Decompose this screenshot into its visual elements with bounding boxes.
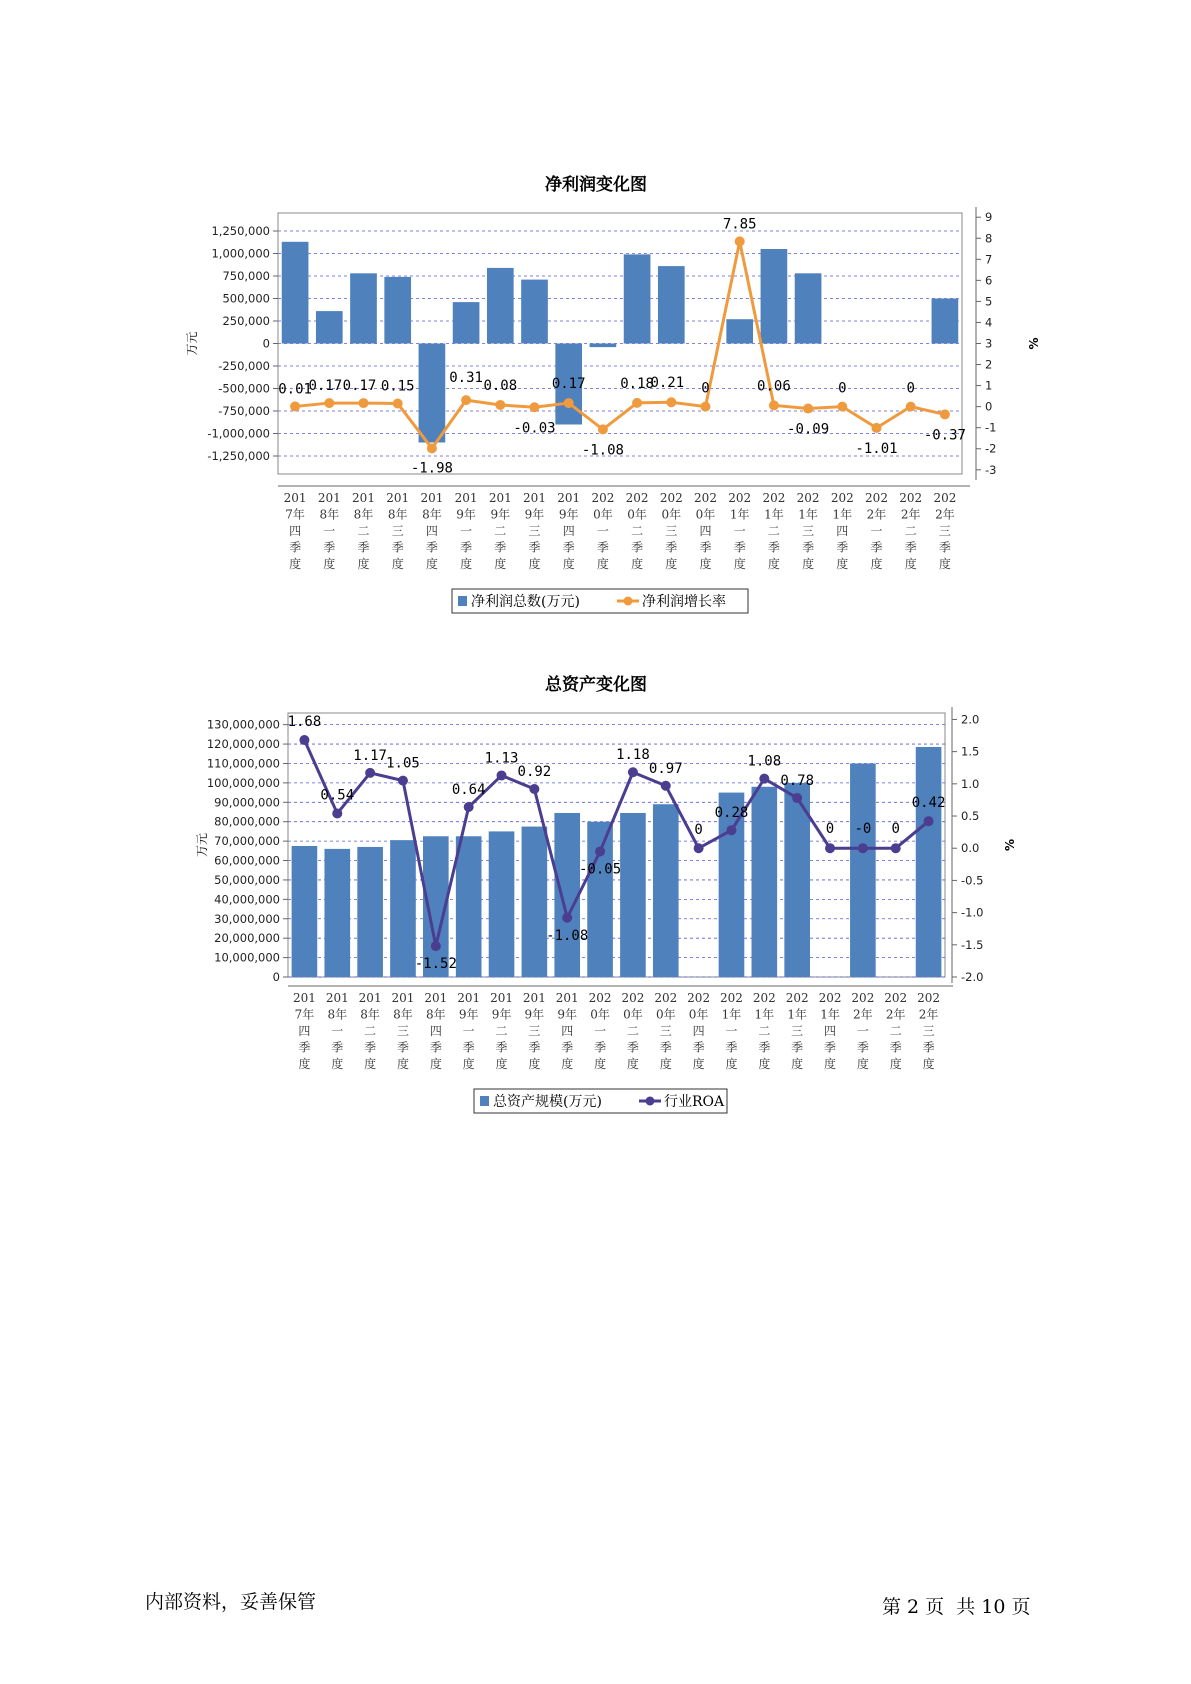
c1-x-tick-label: 202 1年三季度 (796, 491, 820, 571)
c2-left-tick-label: 10,000,000 (214, 950, 280, 965)
c2-legend-bar-label: 总资产规模(万元) (493, 1094, 602, 1110)
c2-line-point (924, 816, 934, 826)
c1-left-tick-label: 1,000,000 (211, 246, 270, 261)
c2-line-point (858, 843, 868, 853)
c2-legend-line-marker (646, 1097, 655, 1106)
c1-bar (419, 344, 446, 443)
c1-data-label: -0.03 (513, 420, 556, 437)
c2-right-tick-label: 2.0 (961, 712, 980, 727)
c1-data-label: 0.06 (757, 378, 791, 395)
c1-legend-line-label: 净利润增长率 (642, 594, 726, 610)
c1-right-tick-label: 1 (985, 378, 993, 393)
c2-right-tick-label: 1.0 (961, 776, 980, 791)
footer-page-number: 第 2 页 共 10 页 (882, 1596, 1031, 1618)
c1-bar (316, 311, 343, 343)
c2-line-point (398, 776, 408, 786)
c1-x-tick-label: 201 8年一季度 (317, 491, 341, 571)
c2-line-point (661, 781, 671, 791)
c2-x-tick-label: 202 2年一季度 (851, 991, 875, 1071)
c1-bar (282, 242, 309, 344)
c1-line-point (837, 402, 847, 412)
c2-line-point (365, 768, 375, 778)
c2-x-tick-label: 201 8年四季度 (424, 991, 448, 1071)
c2-line-point (628, 767, 638, 777)
c1-bar (384, 277, 411, 344)
c2-line-point (825, 843, 835, 853)
footer-confidential: 内部资料，妥善保管 (145, 1591, 317, 1613)
c2-right-tick-label: -0.5 (961, 873, 984, 888)
c1-x-tick-label: 201 9年三季度 (523, 491, 546, 571)
c1-data-label: 0.17 (551, 376, 586, 393)
c1-legend-bar-label: 净利润总数(万元) (471, 594, 580, 610)
c2-bar (489, 831, 515, 977)
c2-data-label: -0 (854, 821, 872, 838)
c1-line-point (427, 443, 437, 453)
c1-line-point (632, 398, 642, 408)
c1-bar (658, 266, 685, 343)
c1-line-point (666, 397, 676, 407)
c2-left-tick-label: 130,000,000 (206, 717, 280, 732)
c1-right-tick-label: -1 (985, 420, 997, 435)
c2-x-tick-label: 201 9年一季度 (457, 991, 481, 1071)
c2-left-axis-label: 万元 (195, 832, 209, 858)
c2-x-tick-label: 201 9年四季度 (555, 991, 579, 1071)
chart2-title: 总资产变化图 (545, 675, 647, 695)
c2-x-tick-label: 202 1年四季度 (818, 991, 842, 1071)
c1-right-axis-label: % (1027, 337, 1041, 350)
c1-left-tick-label: -1,250,000 (207, 449, 270, 463)
c2-bar (324, 849, 350, 977)
c1-left-tick-label: -500,000 (218, 381, 270, 396)
c2-line-point (431, 941, 441, 951)
c1-x-tick-label: 202 0年三季度 (659, 491, 683, 571)
c1-bar (761, 249, 788, 344)
c1-left-tick-label: -750,000 (218, 404, 270, 418)
c2-bar (752, 787, 778, 977)
c1-right-tick-label: 2 (985, 357, 993, 372)
c2-left-tick-label: 100,000,000 (206, 775, 280, 790)
c1-line-point (598, 424, 608, 434)
c1-x-tick-label: 202 2年一季度 (865, 491, 888, 571)
c2-line-point (562, 913, 572, 923)
c2-legend-bar-swatch (480, 1096, 489, 1106)
c1-left-axis-label: 万元 (185, 331, 199, 356)
c1-line-point (359, 398, 369, 408)
c2-bar (522, 827, 548, 977)
c2-line-point (332, 808, 342, 818)
c1-data-label: -1.98 (410, 460, 453, 477)
c2-bar (357, 847, 383, 977)
c1-right-tick-label: 7 (985, 252, 993, 267)
c1-line-point (735, 236, 745, 246)
c2-x-tick-label: 201 8年二季度 (358, 991, 382, 1071)
c1-line-point (393, 398, 403, 408)
c1-bar (590, 344, 617, 348)
chart1-title: 净利润变化图 (545, 175, 647, 195)
c1-data-label: 0.17 (342, 378, 377, 395)
c2-line-point (595, 846, 605, 856)
c2-data-label: 0 (694, 822, 703, 839)
c1-data-label: 7.85 (722, 216, 757, 233)
c2-line-point (694, 843, 704, 853)
c1-line-point (290, 401, 300, 411)
c1-line-point (769, 400, 779, 410)
c2-x-tick-label: 202 2年三季度 (917, 991, 941, 1071)
c1-bar (726, 319, 753, 343)
c1-x-tick-label: 202 1年四季度 (830, 491, 854, 571)
c2-right-tick-label: -1.0 (961, 905, 984, 920)
c2-x-tick-label: 201 7年四季度 (292, 991, 316, 1071)
c1-bar (350, 273, 377, 343)
c2-data-label: -1.08 (546, 927, 589, 944)
c1-line-point (872, 423, 882, 433)
c2-data-label: -0.05 (578, 861, 622, 878)
c1-left-tick-label: 250,000 (222, 314, 270, 328)
c1-data-label: 0.17 (308, 378, 343, 395)
c2-x-tick-label: 201 8年三季度 (391, 991, 415, 1071)
c1-right-tick-label: 3 (985, 336, 993, 351)
c2-x-tick-label: 202 0年一季度 (588, 991, 612, 1071)
c1-data-label: 0 (838, 380, 847, 397)
c1-data-label: -1.01 (855, 440, 898, 457)
c2-left-tick-label: 80,000,000 (214, 814, 280, 829)
c1-x-tick-label: 202 0年二季度 (625, 491, 649, 571)
c2-bar (456, 836, 482, 977)
c1-data-label: 0.08 (483, 377, 518, 394)
c2-left-tick-label: 50,000,000 (214, 872, 280, 887)
c1-right-tick-label: 8 (985, 231, 993, 246)
c1-right-tick-label: 0 (985, 399, 993, 414)
c2-right-tick-label: 1.5 (961, 744, 980, 759)
c2-line-point (759, 774, 769, 784)
c1-right-tick-label: 6 (985, 273, 993, 288)
c2-data-label: 0.28 (714, 805, 749, 822)
c2-line-point (464, 802, 474, 812)
c2-x-tick-label: 202 1年三季度 (785, 991, 809, 1071)
c2-left-tick-label: 0 (272, 970, 280, 984)
c1-data-label: 0.15 (380, 378, 415, 395)
c2-right-axis-label: % (1003, 838, 1017, 852)
c2-data-label: 0.42 (911, 795, 946, 812)
c2-line-point (891, 843, 901, 853)
c2-x-tick-label: 202 1年一季度 (720, 991, 743, 1071)
c1-line-point (906, 402, 916, 412)
c2-bar (292, 846, 318, 977)
c2-data-label: 1.18 (616, 747, 650, 764)
c1-left-tick-label: 1,250,000 (211, 224, 270, 238)
c2-left-tick-label: 120,000,000 (206, 737, 280, 752)
c1-bar (521, 280, 548, 344)
c2-data-label: 1.17 (353, 747, 387, 764)
c1-line-point (530, 402, 540, 412)
c1-left-tick-label: 500,000 (222, 291, 270, 306)
c2-x-tick-label: 201 9年二季度 (490, 991, 513, 1071)
c2-data-label: 0 (891, 821, 900, 838)
c2-left-tick-label: 20,000,000 (214, 931, 280, 946)
c2-data-label: 1.13 (484, 750, 519, 767)
c2-x-tick-label: 202 0年四季度 (687, 991, 711, 1071)
c2-x-tick-label: 202 1年二季度 (752, 991, 776, 1071)
c1-data-label: -1.08 (581, 442, 624, 459)
c1-bar (624, 254, 651, 343)
c1-line-point (461, 395, 471, 405)
c1-left-tick-label: 0 (262, 336, 270, 351)
c1-right-tick-label: 5 (985, 294, 993, 309)
c2-x-tick-label: 201 9年三季度 (522, 991, 546, 1071)
c2-left-tick-label: 90,000,000 (214, 795, 280, 810)
c1-x-tick-label: 202 0年一季度 (591, 491, 615, 571)
c1-bar (487, 268, 514, 344)
c1-left-tick-label: -250,000 (218, 359, 270, 373)
c2-x-tick-label: 202 2年二季度 (884, 991, 908, 1071)
c1-left-tick-label: -1,000,000 (207, 426, 270, 441)
c1-bar (795, 273, 822, 343)
chart-total-assets (0, 600, 1191, 1220)
c2-legend-line-label: 行业ROA (664, 1094, 725, 1110)
c2-data-label: 1.05 (386, 755, 420, 772)
c2-data-label: -1.52 (414, 956, 457, 973)
c2-line-point (792, 793, 802, 803)
c2-right-tick-label: -1.5 (961, 937, 984, 952)
c1-x-tick-label: 201 9年一季度 (454, 491, 478, 571)
c1-line-point (324, 398, 334, 408)
c1-x-tick-label: 202 2年二季度 (899, 491, 923, 571)
c1-x-tick-label: 202 1年二季度 (762, 491, 786, 571)
c1-line-point (495, 400, 505, 410)
c1-right-tick-label: 4 (985, 315, 993, 330)
c1-x-tick-label: 202 1年一季度 (728, 491, 752, 571)
c1-line-point (701, 402, 711, 412)
c2-bar (916, 747, 942, 977)
c2-bar (850, 763, 876, 977)
c1-data-label: 0.21 (650, 375, 685, 392)
c2-left-tick-label: 30,000,000 (214, 911, 280, 926)
c2-data-label: 0 (825, 821, 835, 838)
c1-data-label: -0.09 (787, 421, 830, 438)
c2-data-label: 1.08 (747, 753, 782, 770)
c2-bar (587, 822, 613, 977)
c1-x-tick-label: 201 8年三季度 (386, 491, 410, 571)
c2-left-tick-label: 70,000,000 (214, 834, 280, 849)
c1-x-tick-label: 201 7年四季度 (283, 491, 307, 571)
c2-data-label: 0.64 (451, 782, 486, 799)
c1-data-label: -0.37 (923, 427, 966, 444)
c1-x-tick-label: 201 8年四季度 (420, 491, 444, 571)
c2-data-label: 0.78 (780, 772, 815, 789)
c1-right-tick-label: 9 (985, 210, 993, 225)
c1-x-tick-label: 201 9年二季度 (488, 491, 512, 571)
c2-x-tick-label: 202 0年三季度 (654, 991, 678, 1071)
chart-net-profit (0, 0, 1191, 640)
c2-line-point (529, 784, 539, 794)
c1-right-tick-label: -2 (985, 441, 997, 456)
c2-line-point (299, 735, 309, 745)
c2-bar (653, 804, 679, 977)
c1-data-label: 0.18 (620, 375, 654, 392)
c2-bar (620, 813, 646, 977)
c1-line-point (940, 409, 950, 419)
c1-x-tick-label: 201 8年二季度 (352, 491, 375, 571)
c1-bar (453, 302, 480, 343)
c1-data-label: 0.31 (449, 370, 483, 387)
c2-right-tick-label: -2.0 (961, 970, 984, 984)
c2-data-label: 0.97 (648, 760, 683, 777)
c1-x-tick-label: 202 2年三季度 (933, 491, 957, 571)
c1-right-tick-label: -3 (985, 462, 997, 477)
c2-right-tick-label: 0.0 (961, 841, 980, 856)
c2-data-label: 0.54 (320, 787, 355, 804)
c2-data-label: 1.68 (287, 714, 322, 731)
c1-x-tick-label: 201 9年四季度 (557, 491, 581, 571)
c2-left-tick-label: 60,000,000 (214, 853, 280, 868)
c2-line-point (726, 825, 736, 835)
c2-right-tick-label: 0.5 (961, 809, 980, 824)
c2-bar (554, 813, 580, 977)
c1-line-point (564, 398, 574, 408)
c2-x-tick-label: 201 8年一季度 (325, 991, 349, 1071)
c1-line-point (803, 404, 813, 414)
c2-x-tick-label: 202 0年二季度 (621, 991, 645, 1071)
c2-data-label: 0.92 (517, 763, 552, 780)
c2-line-point (497, 770, 507, 780)
c1-x-tick-label: 202 0年四季度 (694, 491, 717, 571)
c1-data-label: 0 (701, 380, 710, 397)
c2-left-tick-label: 110,000,000 (206, 756, 280, 771)
c1-data-label: 0 (906, 380, 915, 397)
c2-left-tick-label: 40,000,000 (214, 892, 280, 907)
c1-bar (932, 299, 959, 344)
c1-left-tick-label: 750,000 (222, 269, 270, 283)
c2-bar (390, 840, 416, 977)
c1-data-label: 0.01 (278, 381, 312, 398)
